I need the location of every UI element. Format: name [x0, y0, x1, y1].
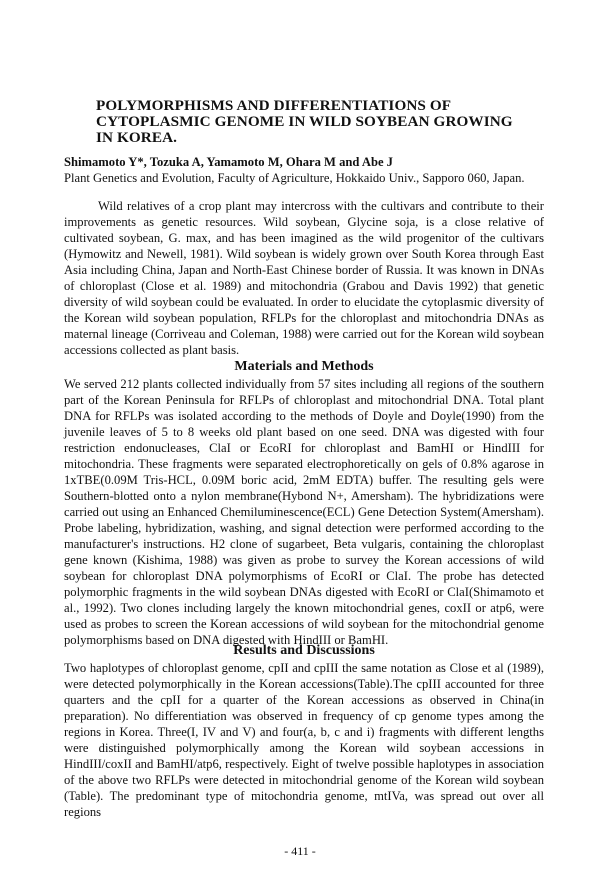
results-heading: Results and Discussions	[233, 643, 375, 658]
author-affiliation: Plant Genetics and Evolution, Faculty of Agriculture, Hokkaido Univ., Sapporo 060, Japan.	[64, 171, 525, 185]
intro-paragraph: Wild relatives of a crop plant may intercross with the cultivars and contribute to their improvements as genetic resources. Wild soybean, Glycine soja, is a close relative of cultivated soybean, G. max, and has been imagined as the wild progenitor of the cultivars (Hymowitz and Newell, 1981). Wild soybean is widely grown over South Korea through East Asia including China, Japan and North-East Chinese border of Russia. It was known in DNAs of chloroplast (Close et al. 1989) and mitochondria (Grabou and Davis 1992) that genetic diversity of wild soybean could be evaluated. In order to elucidate the cytoplasmic diversity of the Korean wild soybean population, RFLPs for the chloroplast and mitochondria DNAs as maternal lineage (Corriveau and Coleman, 1988) were carried out for the Korean wild soybean accessions collected as plant basis.	[64, 199, 544, 357]
methods-paragraph: We served 212 plants collected individually from 57 sites including all regions of the southern part of the Korean Peninsula for RFLPs of chloroplast and mitochondrial DNA. Total plant DNA for RFLPs was isolated according to the methods of Doyle and Doyle(1990) from the juvenile leaves of 5 to 8 weeks old plant based on one seed. DNA was digested with four restriction endonucleases, ClaI or EcoRI for chloroplast and BamHI or HindIII for mitochondria. These fragments were separated electrophoretically on gels of 0.8% agarose in 1xTBE(0.09M Tris-HCL, 0.09M boric acid, 2mM EDTA) buffer. The resulting gels were Southern-blotted onto a nylon membrane(Hybond N+, Amersham). The hybridizations were carried out using an Enhanced Chemiluminescence(ECL) Gene Detection System(Amersham). Probe labeling, hybridization, washing, and signal detection were performed according to the manufacturer's instructions. H2 clone of sugarbeet, Beta vulgaris, containing the chloroplast gene known (Kishima, 1988) was given as probe to survey the Korean accessions of wild soybean for chloroplast DNA polymorphisms of EcoRI or ClaI. The probe has detected polymorphic fragments in the wild soybean DNAs digested with EcoRI or ClaI(Shimamoto et al., 1992). Two clones including largely the known mitochondrial genes, coxII or atp6, were used as probes to screen the Korean accessions of wild soybean for the mitochondrial genome polymorphisms based on DNA digested with HindIII or BamHI.	[64, 377, 544, 647]
paper-title: POLYMORPHISMS AND DIFFERENTIATIONS OF CYTOPLASMIC GENOME IN WILD SOYBEAN GROWING IN KOREA.	[96, 97, 513, 146]
author-list: Shimamoto Y*, Tozuka A, Yamamoto M, Ohara M and Abe J	[64, 155, 393, 169]
methods-heading: Materials and Methods	[234, 359, 374, 374]
page-number: - 411 -	[284, 844, 316, 858]
results-paragraph: Two haplotypes of chloroplast genome, cpII and cpIII the same notation as Close et al (1989), were detected polymorphically in the Korean accessions(Table).The cpIII accounted for three quarters and the cpII for a quarter of the Korean accessions as observed in China(in preparation). No differentiation was observed in frequency of cp genome types among the regions in Korea. Three(I, IV and V) and four(a, b, c and i) fragments with different lengths were distinguished polymorphically among the Korean wild soybean accessions in HindIII/coxII and BamHI/atp6, respectively. Eight of twelve possible haplotypes in association of the above two RFLPs were detected in mitochondrial genome of the Korean wild soybean (Table). The predominant type of mitochondria genome, mtIVa, was spread out over all regions	[64, 661, 544, 819]
